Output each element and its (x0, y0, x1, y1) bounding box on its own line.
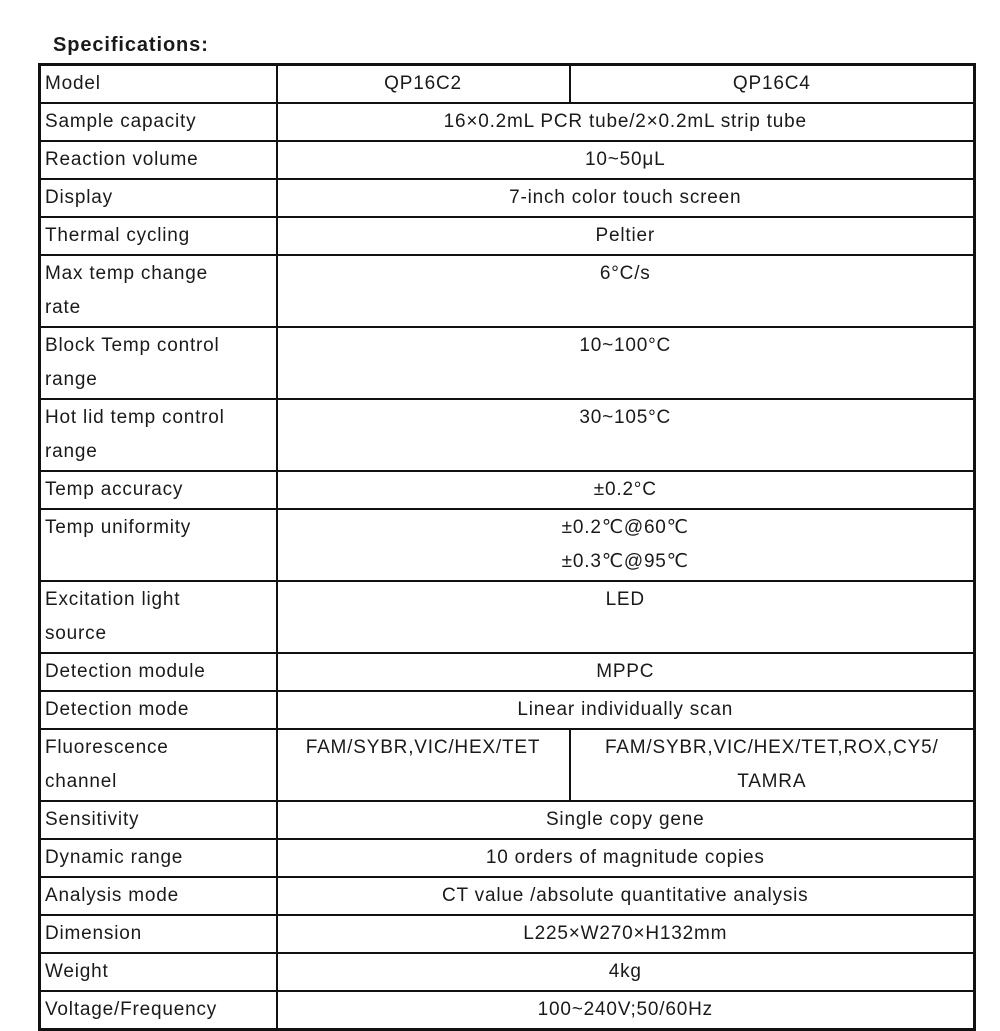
cell-line: ±0.3℃@95℃ (561, 551, 689, 572)
spec-value: QP16C4 (570, 65, 975, 104)
table-row (40, 179, 975, 217)
table-row (40, 915, 975, 953)
spec-table-body (40, 65, 975, 1030)
cell-line: channel (45, 771, 118, 792)
cell-line: Block Temp control (45, 335, 220, 356)
spec-label (40, 729, 277, 801)
spec-label: Detection module (40, 653, 277, 691)
spec-label: Dynamic range (40, 839, 277, 877)
table-row (40, 839, 975, 877)
table-row (40, 141, 975, 179)
spec-label: Thermal cycling (40, 217, 277, 255)
spec-value: Peltier (277, 217, 975, 255)
table-row (40, 581, 975, 653)
spec-value: Linear individually scan (277, 691, 975, 729)
spec-label: Weight (40, 953, 277, 991)
spec-value (277, 509, 975, 581)
table-row (40, 877, 975, 915)
spec-value: FAM/SYBR,VIC/HEX/TET (277, 729, 570, 801)
spec-value: CT value /absolute quantitative analysis (277, 877, 975, 915)
page-title: Specifications: (53, 34, 209, 56)
table-row (40, 509, 975, 581)
table-row (40, 653, 975, 691)
specifications-table (38, 63, 976, 1031)
spec-value: Single copy gene (277, 801, 975, 839)
spec-value: 16×0.2mL PCR tube/2×0.2mL strip tube (277, 103, 975, 141)
spec-label: Sample capacity (40, 103, 277, 141)
spec-label (40, 399, 277, 471)
table-row (40, 217, 975, 255)
table-row (40, 801, 975, 839)
cell-line: source (45, 623, 107, 644)
spec-label: Display (40, 179, 277, 217)
spec-value: L225×W270×H132mm (277, 915, 975, 953)
spec-value: 10 orders of magnitude copies (277, 839, 975, 877)
spec-value: 7-inch color touch screen (277, 179, 975, 217)
table-row (40, 327, 975, 399)
table-row (40, 991, 975, 1030)
table-row (40, 471, 975, 509)
spec-value: 100~240V;50/60Hz (277, 991, 975, 1030)
cell-line: Fluorescence (45, 737, 169, 758)
spec-value: MPPC (277, 653, 975, 691)
spec-label: Sensitivity (40, 801, 277, 839)
cell-line: Max temp change (45, 263, 209, 284)
spec-value: QP16C2 (277, 65, 570, 104)
table-row (40, 953, 975, 991)
cell-line: ±0.2℃@60℃ (561, 517, 689, 538)
table-row (40, 255, 975, 327)
table-row (40, 103, 975, 141)
spec-label: Voltage/Frequency (40, 991, 277, 1030)
spec-label (40, 581, 277, 653)
spec-value: 10~50μL (277, 141, 975, 179)
spec-value (570, 729, 975, 801)
cell-line: TAMRA (737, 771, 807, 792)
spec-label (40, 327, 277, 399)
spec-label: Analysis mode (40, 877, 277, 915)
spec-label: Detection mode (40, 691, 277, 729)
table-row (40, 65, 975, 104)
spec-label: Temp uniformity (40, 509, 277, 581)
cell-line: FAM/SYBR,VIC/HEX/TET,ROX,CY5/ (604, 737, 939, 758)
cell-line: Hot lid temp control (45, 407, 225, 428)
spec-value: LED (277, 581, 975, 653)
spec-value: 30~105°C (277, 399, 975, 471)
spec-value: 4kg (277, 953, 975, 991)
table-row (40, 729, 975, 801)
cell-line: Excitation light (45, 589, 181, 610)
table-row (40, 691, 975, 729)
spec-value: 6°C/s (277, 255, 975, 327)
table-row (40, 399, 975, 471)
spec-label: Dimension (40, 915, 277, 953)
spec-value: 10~100°C (277, 327, 975, 399)
spec-label: Reaction volume (40, 141, 277, 179)
spec-label (40, 255, 277, 327)
cell-line: range (45, 441, 98, 462)
spec-label: Temp accuracy (40, 471, 277, 509)
cell-line: rate (45, 297, 81, 318)
spec-label: Model (40, 65, 277, 104)
spec-value: ±0.2°C (277, 471, 975, 509)
cell-line: range (45, 369, 98, 390)
